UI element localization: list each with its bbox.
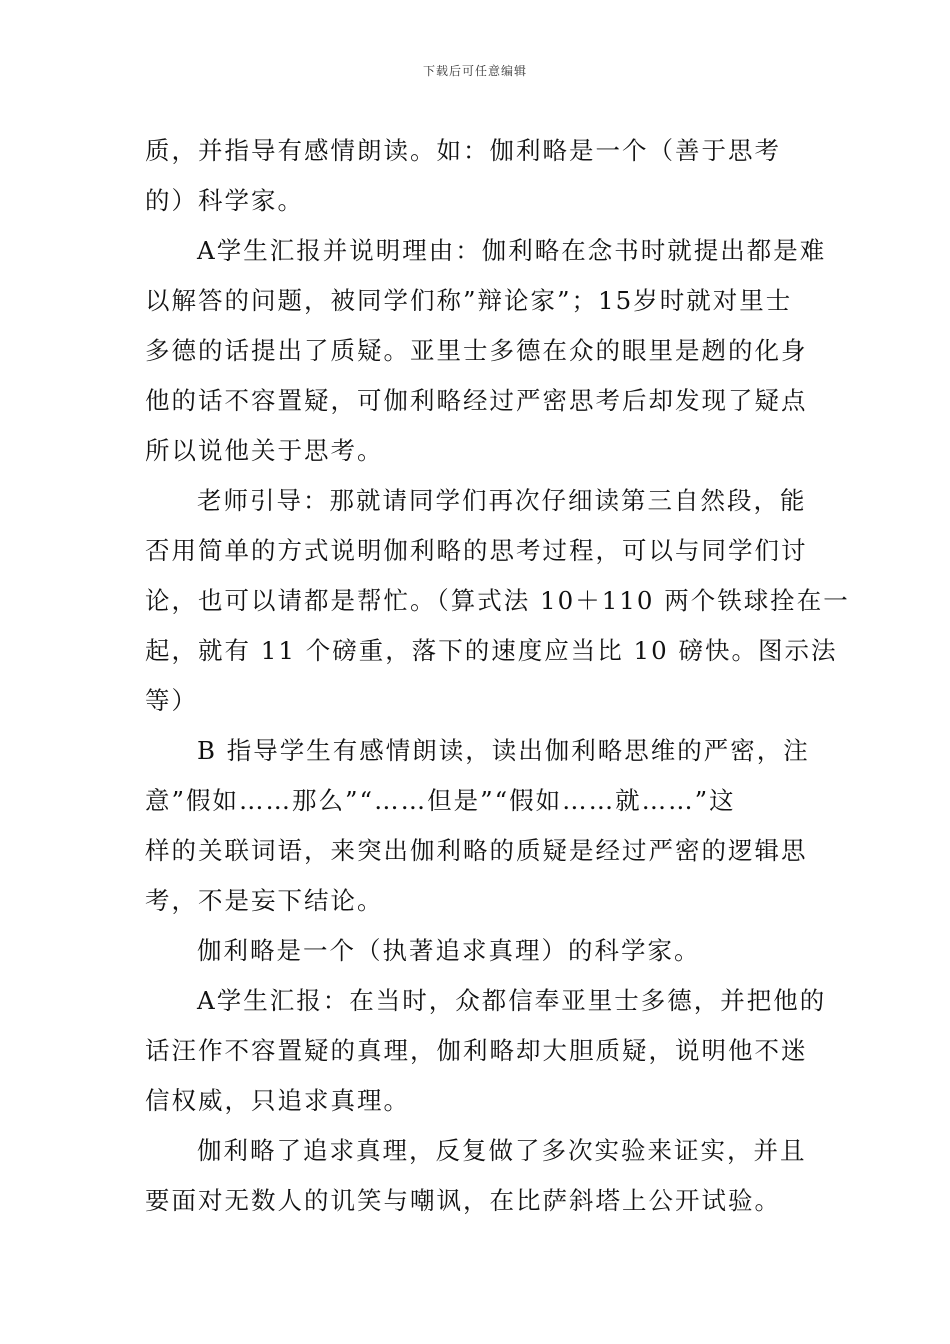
text-line: 等）	[145, 686, 198, 715]
text-line: 伽利略了追求真理，反复做了多次实验来证实，并且	[197, 1136, 807, 1165]
document-body	[145, 126, 850, 1226]
text-line: 信权威，只追求真理。	[145, 1086, 410, 1115]
text-line: 话汪作不容置疑的真理，伽利略却大胆质疑，说明他不迷	[145, 1036, 808, 1065]
text-line: 起，就有 11 个磅重，落下的速度应当比 10 磅快。图示法	[145, 636, 838, 665]
text-line: A学生汇报：在当时，众都信奉亚里士多德，并把他的	[197, 986, 827, 1015]
text-line: 考，不是妄下结论。	[145, 886, 384, 915]
text-line: 所以说他关于思考。	[145, 436, 384, 465]
text-line: 意”假如……那么”“……但是”“假如……就……”这	[145, 786, 736, 815]
text-line: B 指导学生有感情朗读，读出伽利略思维的严密，注	[197, 736, 810, 765]
text-line: 否用简单的方式说明伽利略的思考过程，可以与同学们讨	[145, 536, 808, 565]
text-line: 他的话不容置疑，可伽利略经过严密思考后却发现了疑点	[145, 386, 808, 415]
text-line: 的）科学家。	[145, 186, 304, 215]
text-line: 老师引导：那就请同学们再次仔细读第三自然段，能	[197, 486, 807, 515]
text-line: 伽利略是一个（执著追求真理）的科学家。	[197, 936, 701, 965]
text-line: A学生汇报并说明理由：伽利略在念书时就提出都是难	[197, 236, 827, 265]
text-line: 论，也可以请都是帮忙。（算式法 10＋110 两个铁球拴在一	[145, 586, 850, 615]
text-line: 样的关联词语，来突出伽利略的质疑是经过严密的逻辑思	[145, 836, 808, 865]
text-line: 以解答的问题，被同学们称”辩论家”；15岁时就对里士	[145, 286, 793, 315]
page-header: 下载后可任意编辑	[422, 64, 527, 78]
text-line: 质，并指导有感情朗读。如：伽利略是一个（善于思考	[145, 136, 781, 165]
text-line: 要面对无数人的讥笑与嘲讽，在比萨斜塔上公开试验。	[145, 1186, 781, 1215]
text-line: 多德的话提出了质疑。亚里士多德在众的眼里是趔的化身	[145, 336, 808, 365]
